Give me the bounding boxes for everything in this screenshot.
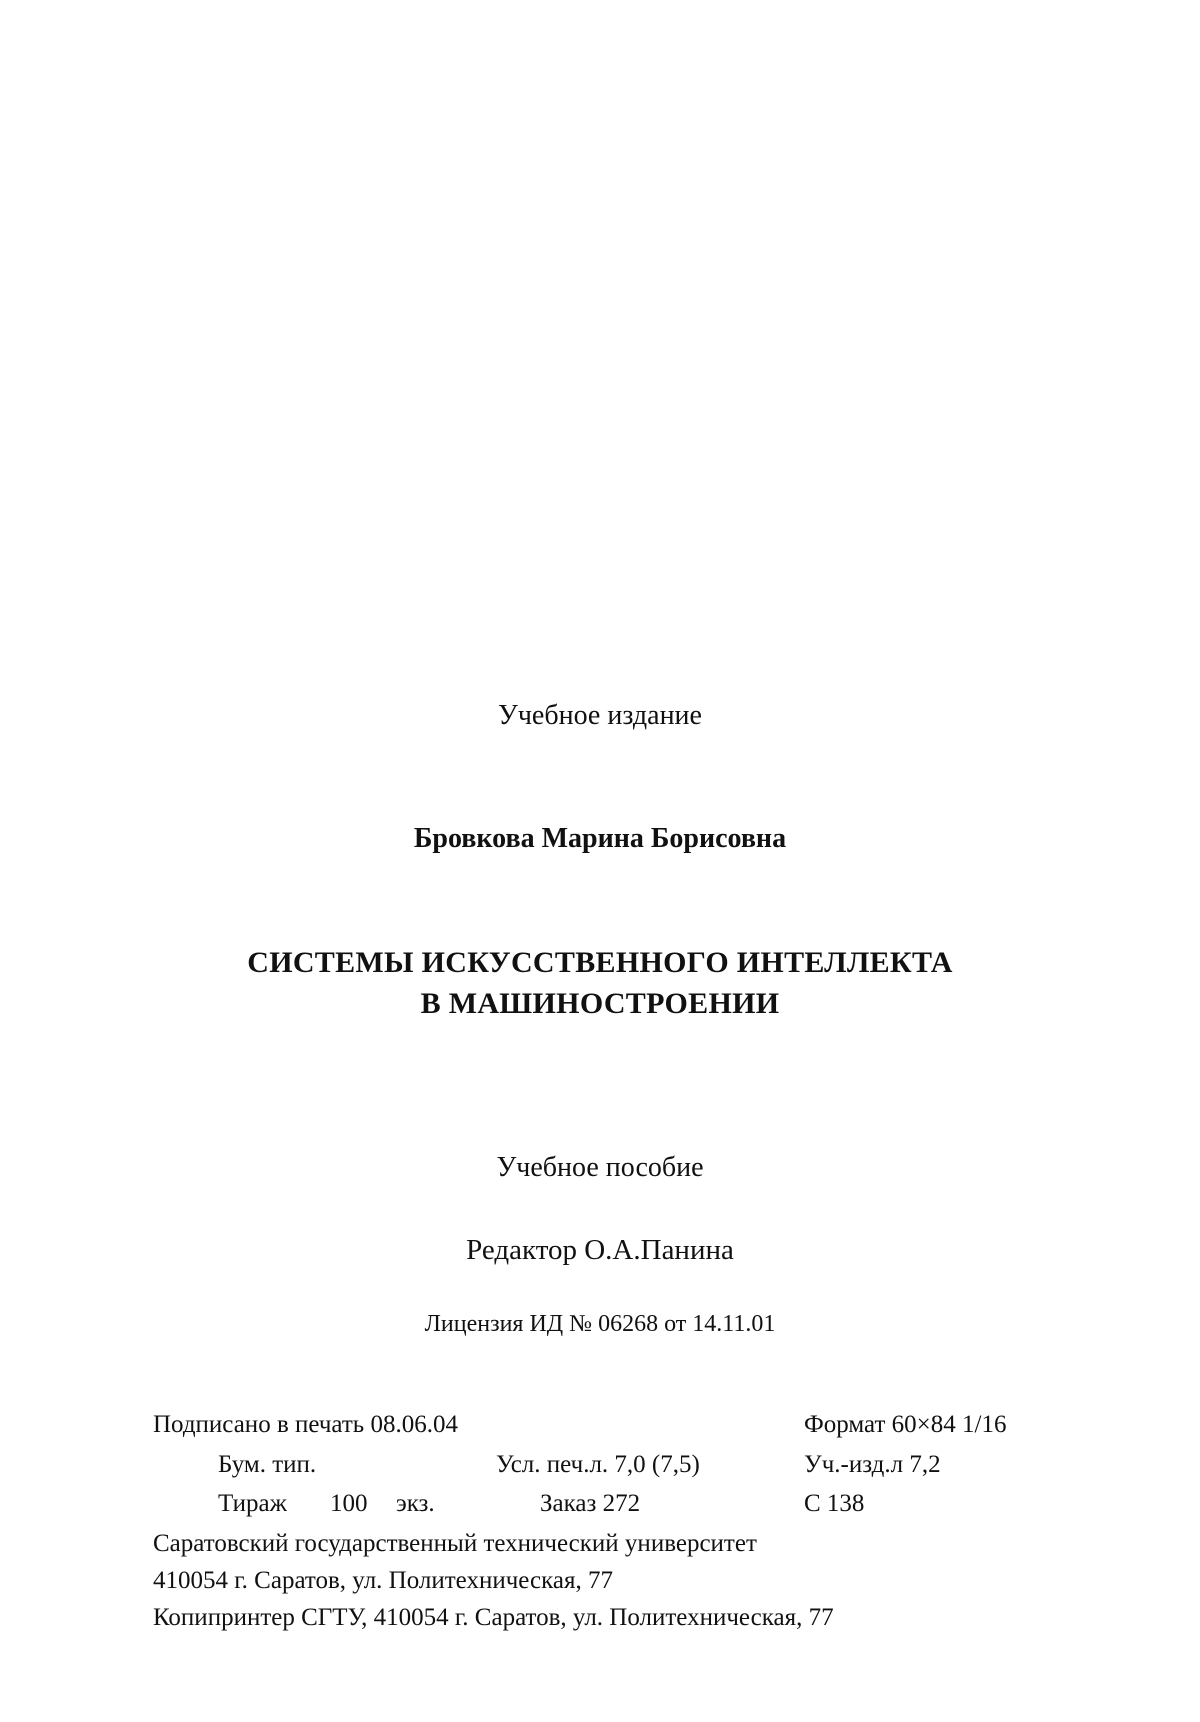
print-run-value: 100 <box>330 1490 368 1517</box>
print-run-unit: экз. <box>396 1490 435 1517</box>
document-kind: Учебное пособие <box>496 1152 704 1183</box>
printer-info: Копипринтер СГТУ, 410054 г. Саратов, ул. Политехническая, 77 <box>153 1604 834 1631</box>
printed-sheets: Усл. печ.л. 7,0 (7,5) <box>496 1451 700 1478</box>
book-title-line-1: СИСТЕМЫ ИСКУССТВЕННОГО ИНТЕЛЛЕКТА <box>247 946 953 979</box>
print-run-label: Тираж <box>218 1490 287 1517</box>
publication-code: С 138 <box>804 1490 865 1517</box>
author-name: Бровкова Марина Борисовна <box>413 823 787 854</box>
signed-for-print: Подписано в печать 08.06.04 <box>153 1411 458 1438</box>
edition-type: Учебное издание <box>498 700 702 731</box>
license-number: Лицензия ИД № 06268 от 14.11.01 <box>424 1311 776 1337</box>
order-number: Заказ 272 <box>540 1490 641 1517</box>
book-title-line-2: В МАШИНОСТРОЕНИИ <box>420 987 780 1020</box>
paper-type: Бум. тип. <box>218 1451 317 1478</box>
university-address: 410054 г. Саратов, ул. Политехническая, 77 <box>153 1567 613 1594</box>
editor-name: Редактор О.А.Панина <box>466 1234 734 1266</box>
print-format: Формат 60×84 1/16 <box>804 1411 1007 1438</box>
university-name: Саратовский государственный технический университет <box>153 1530 757 1557</box>
publisher-sheets: Уч.-изд.л 7,2 <box>804 1451 941 1478</box>
